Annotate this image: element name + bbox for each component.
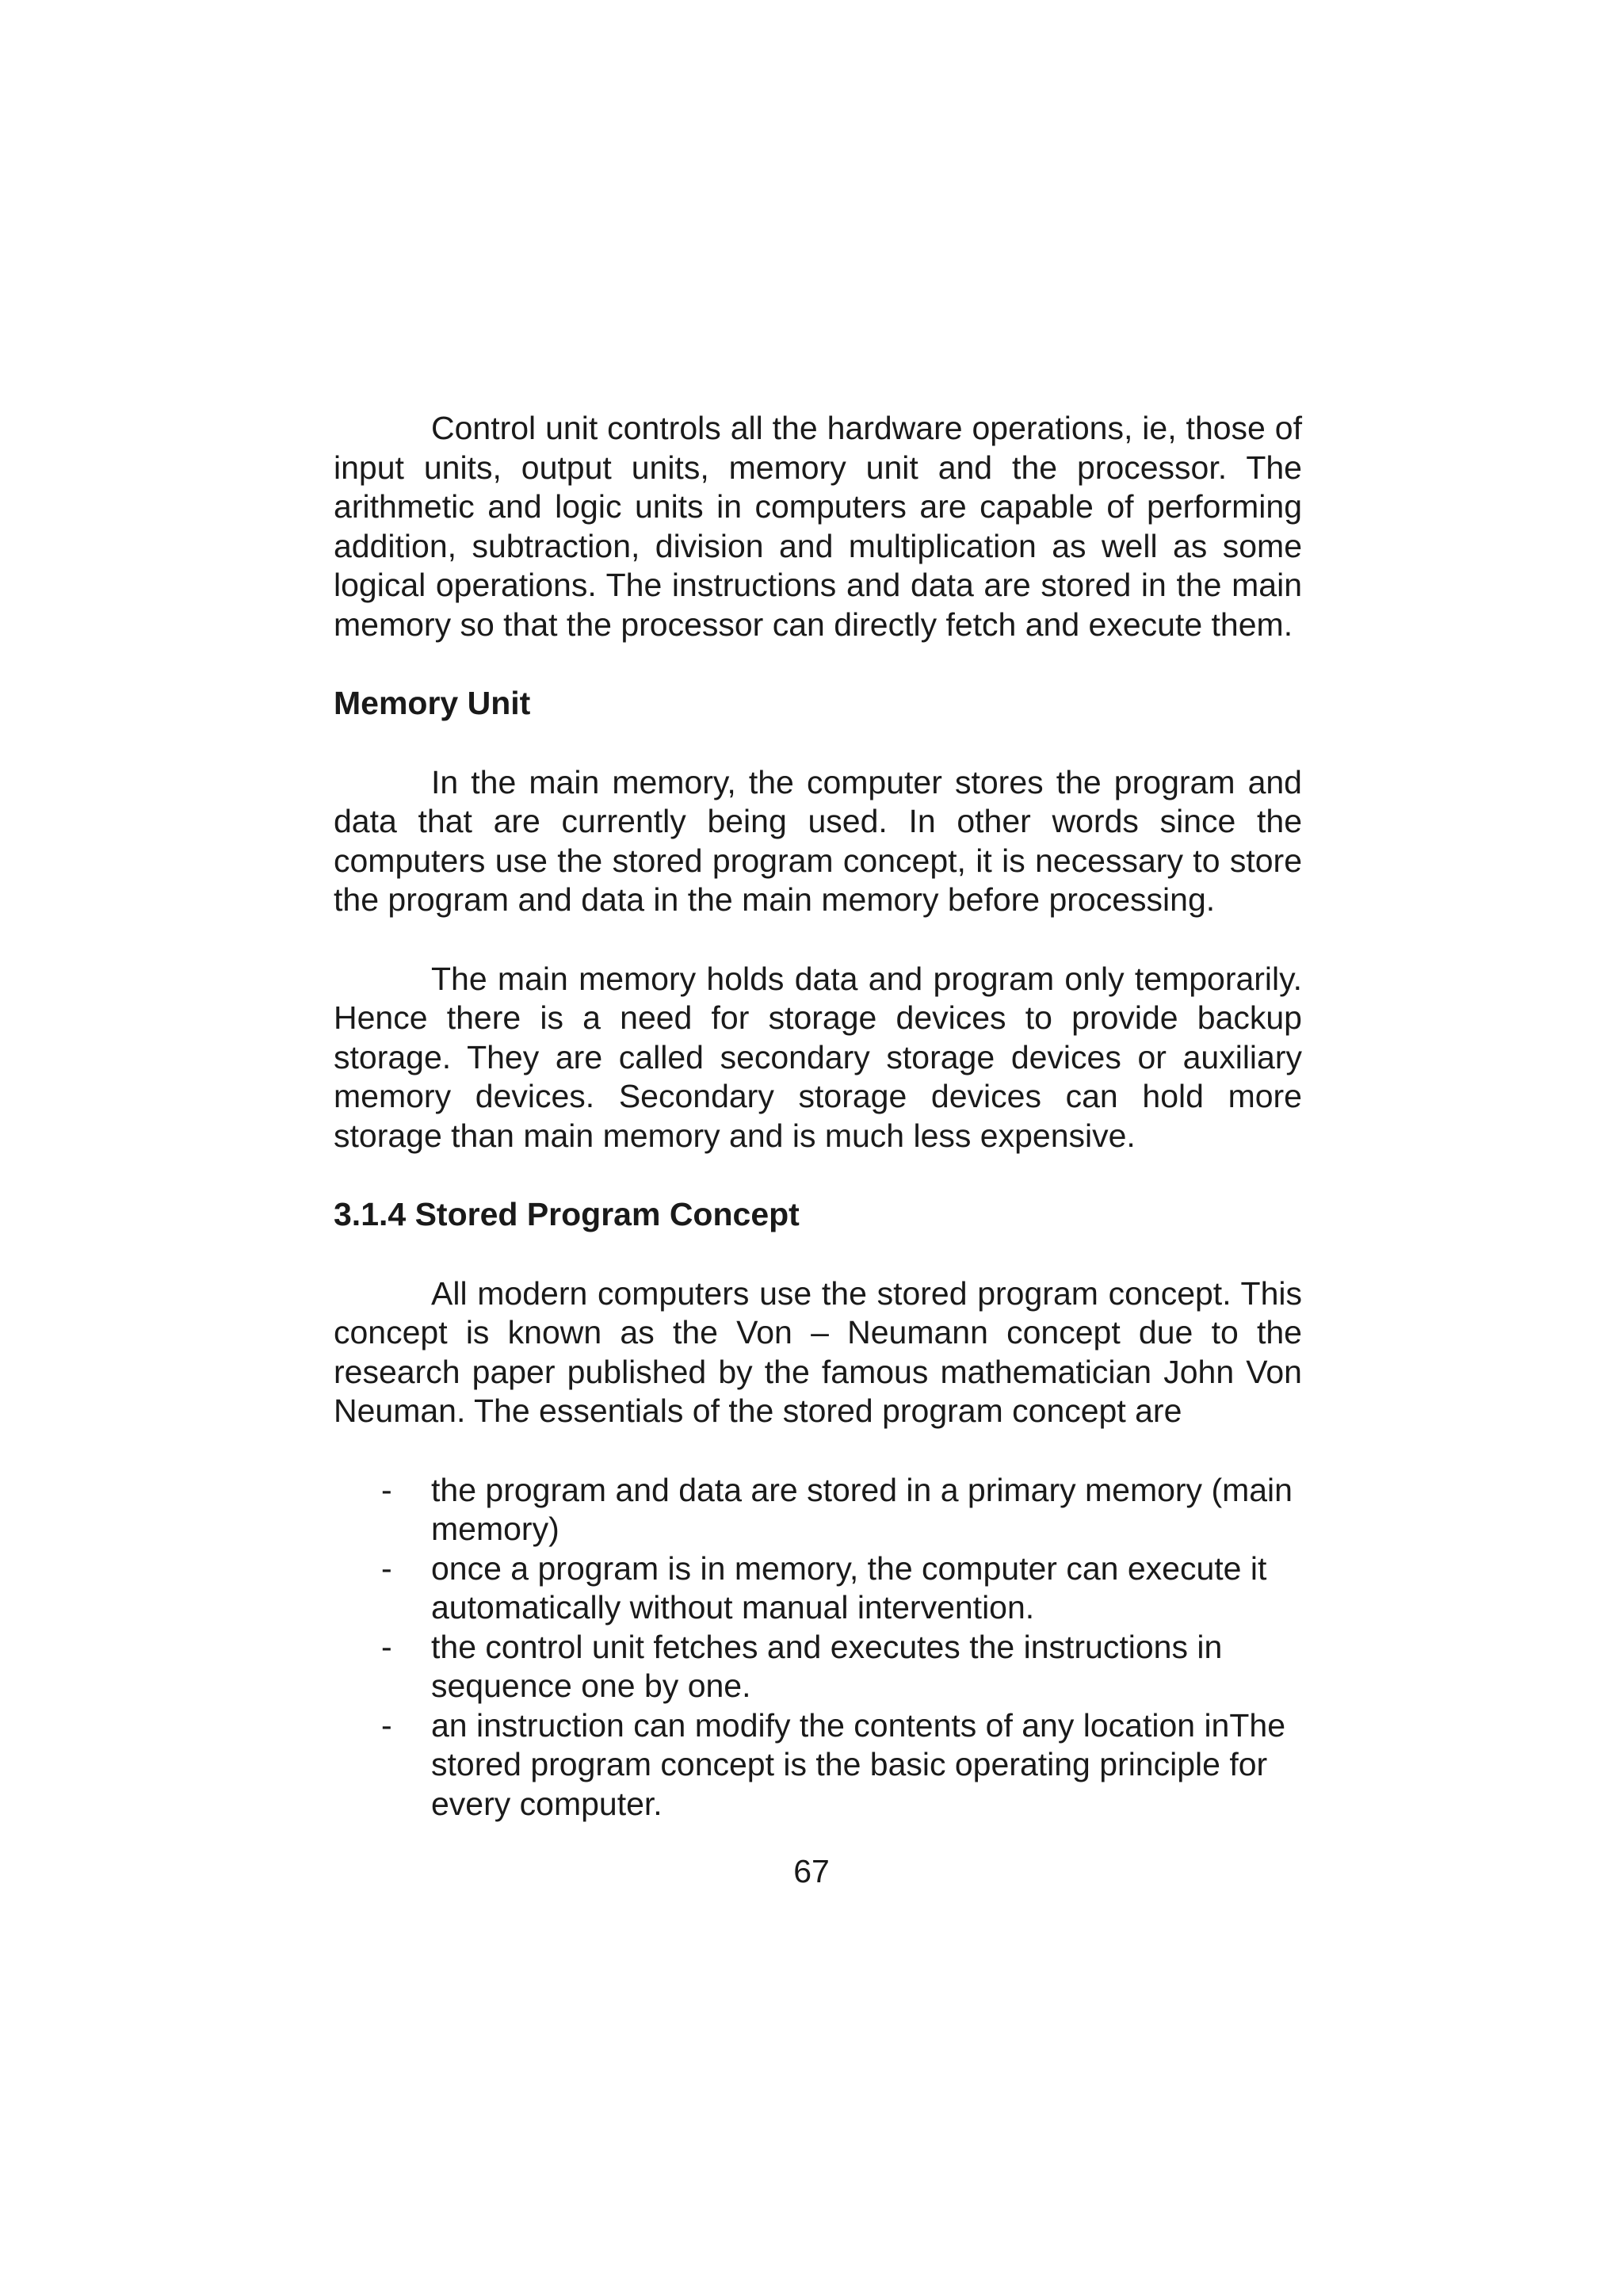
paragraph-memory-unit-2: The main memory holds data and program only temporarily. Hence there is a need for storage devices to provide backup storage. They are called secondary storage devices or auxiliary memory devices. Secondary storage devices can hold more storage than main memory and is much less expensive. [334,960,1302,1154]
spacer [334,1156,1302,1195]
heading-stored-program-concept: 3.1.4 Stored Program Concept [334,1196,800,1232]
list-item-text: the program and data are stored in a primary memory (main memory) [431,1471,1293,1547]
list-item [334,1549,1302,1628]
essentials-list [334,1471,1302,1824]
list-dash-marker: - [381,1471,392,1508]
heading-memory-unit: Memory Unit [334,685,531,721]
list-dash-marker: - [381,1706,392,1744]
spacer [334,1235,1302,1274]
page-content [334,409,1302,1824]
list-item-text: the control unit fetches and executes the instructions in sequence one by one. [431,1628,1223,1704]
paragraph-stored-program: All modern computers use the stored program concept. This concept is known as the Von – Neumann concept due to the research paper published by the famous mathematician John Von Neuman. The essentials of the stored program concept are [334,1274,1302,1429]
spacer [334,1431,1302,1471]
list-item [334,1471,1302,1549]
list-item [334,1706,1302,1824]
page-number: 67 [793,1853,830,1889]
spacer [334,920,1302,960]
list-item [334,1628,1302,1706]
paragraph-memory-unit-1: In the main memory, the computer stores the program and data that are currently being used. In other words since the computers use the stored program concept, it is necessary to store the program and data in the main memory before processing. [334,763,1302,918]
spacer [334,724,1302,763]
paragraph-control-unit: Control unit controls all the hardware operations, ie, those of input units, output units, memory unit and the processor. The arithmetic and logic units in computers are capable of performing addition, subtraction, division and multiplication as well as some logical operations. The instructions and data are stored in the main memory so that the processor can directly fetch and execute them. [334,410,1302,643]
list-dash-marker: - [381,1549,392,1587]
spacer [334,644,1302,684]
list-item-text: once a program is in memory, the computer can execute it automatically without manual intervention. [431,1549,1267,1626]
list-dash-marker: - [381,1628,392,1665]
list-item-text: an instruction can modify the contents of any location inThe stored program concept is the basic operating principle for every computer. [431,1706,1286,1822]
